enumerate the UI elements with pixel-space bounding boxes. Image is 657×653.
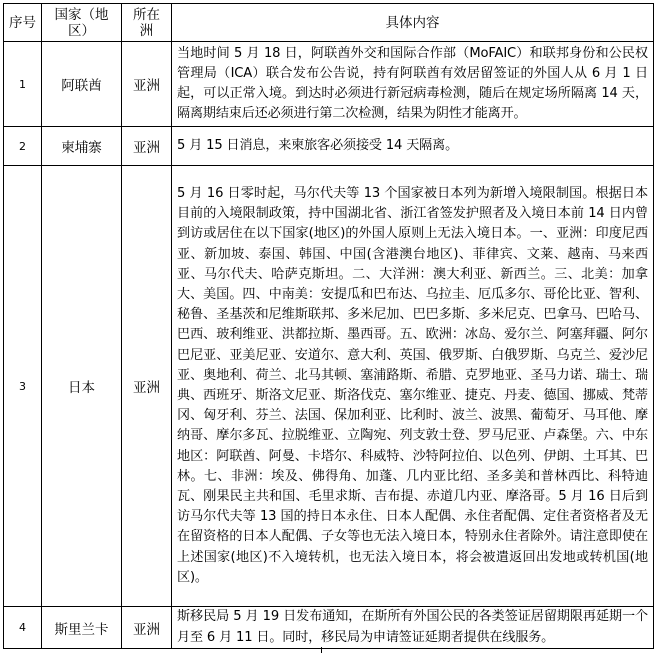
header-region-label: 所在洲: [133, 6, 160, 39]
row-country: 阿联酋: [42, 42, 122, 127]
header-country: [42, 4, 122, 42]
table-header-row: [4, 4, 654, 42]
header-content-label: 具体内容: [385, 14, 440, 31]
row-country: 日本: [42, 166, 122, 607]
row-number: 1: [4, 42, 42, 127]
table-row: [4, 127, 654, 166]
row-region: 亚洲: [122, 166, 172, 607]
row-country: 斯里兰卡: [42, 607, 122, 649]
page-break-mark: [321, 647, 322, 653]
row-region: 亚洲: [122, 607, 172, 649]
header-content: [172, 4, 654, 42]
table-row: [4, 166, 654, 607]
row-region: 亚洲: [122, 42, 172, 127]
row-content: 斯移民局 5 月 19 日发布通知，在斯所有外国公民的各类签证居留期限再延期一个月至 6 月 11 日。同时，移民局为申请签证延期者提供在线服务。: [172, 607, 654, 649]
table-row: [4, 42, 654, 127]
row-content: 当地时间 5 月 18 日，阿联酋外交和国际合作部（MoFAIC）和联邦身份和公民权管理局（ICA）联合发布公告说，持有阿联酋有效居留签证的外国人从 6 月 1 日起，可以正常入境。到达时必须进行新冠病毒检测，随后在规定场所隔离 14 天，隔离期结束后还必须进行第二次检测，结果为阴性才能离开。: [172, 42, 654, 127]
header-region: [122, 4, 172, 42]
row-region: 亚洲: [122, 127, 172, 166]
header-no-label: 序号: [9, 14, 36, 31]
row-country: 柬埔寨: [42, 127, 122, 166]
header-country-label: 国家（地区）: [54, 6, 109, 39]
row-number: 2: [4, 127, 42, 166]
row-content: 5 月 16 日零时起，马尔代夫等 13 个国家被日本列为新增入境限制国。根据日本目前的入境限制政策，持中国湖北省、浙江省签发护照者及入境日本前 14 日内曾到访或居住在以下国家(地区)的外国人原则上无法入境日本。一、亚洲：印度尼西亚、新加坡、泰国、韩国、中国(含港澳台地区)、菲律宾、文莱、越南、马来西亚、马尔代夫、哈萨克斯坦。二、大洋洲：澳大利亚、新西兰。三、北美：加拿大、美国。四、中南美：安提瓜和巴布达、乌拉圭、厄瓜多尔、哥伦比亚、智利、秘鲁、圣基茨和尼维斯联邦、多米尼加、巴巴多斯、多米尼克、巴拿马、巴哈马、巴西、玻利维亚、洪都拉斯、墨西哥。五、欧洲：冰岛、爱尔兰、阿塞拜疆、阿尔巴尼亚、亚美尼亚、安道尔、意大利、英国、俄罗斯、白俄罗斯、乌克兰、爱沙尼亚、奥地利、荷兰、北马其顿、塞浦路斯、希腊、克罗地亚、圣马力诺、瑞士、瑞典、西班牙、斯洛文尼亚、斯洛伐克、塞尔维亚、捷克、丹麦、德国、挪威、梵蒂冈、匈牙利、芬兰、法国、保加利亚、比利时、波兰、波黑、葡萄牙、马耳他、摩纳哥、摩尔多瓦、拉脱维亚、立陶宛、列支敦士登、罗马尼亚、卢森堡。六、中东地区：阿联酋、阿曼、卡塔尔、科威特、沙特阿拉伯、以色列、伊朗、土耳其、巴林。七、非洲：埃及、佛得角、加蓬、几内亚比绍、圣多美和普林西比、科特迪瓦、刚果民主共和国、毛里求斯、吉布提、赤道几内亚、摩洛哥。5 月 16 日后到访马尔代夫等 13 国的持日本永住、日本人配偶、永住者配偶、定住者资格者及无在留资格的日本人配偶、子女等也无法入境日本，特别永住者除外。请注意即使在上述国家(地区)不入境转机，也无法入境日本，将会被遣返回出发地或转机国(地区)。: [172, 166, 654, 607]
row-number: 4: [4, 607, 42, 649]
row-content: 5 月 15 日消息，来柬旅客必须接受 14 天隔离。: [172, 127, 654, 166]
row-number: 3: [4, 166, 42, 607]
table-row: [4, 607, 654, 649]
policy-table: [3, 3, 654, 649]
header-no: [4, 4, 42, 42]
